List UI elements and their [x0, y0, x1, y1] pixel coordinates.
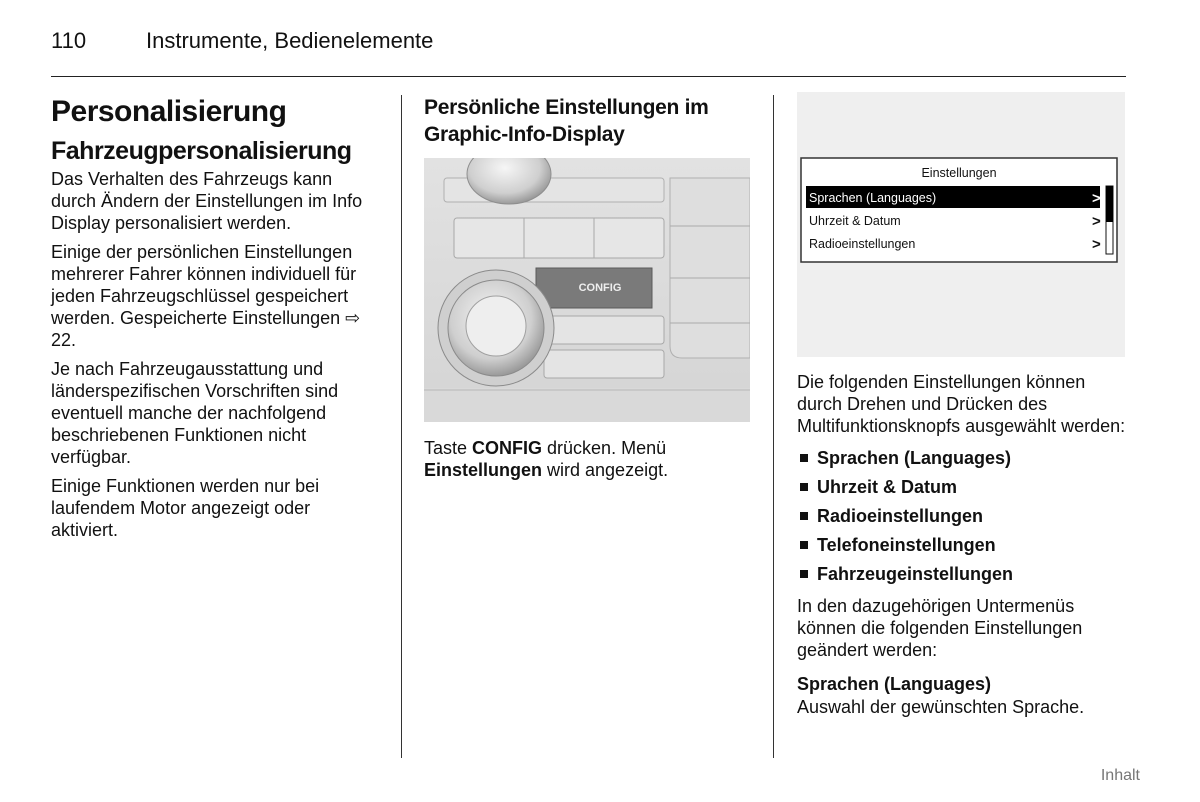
settings-list	[797, 444, 1127, 589]
display-arrow: >	[1092, 213, 1101, 230]
subsection-label: Sprachen (Languages)	[797, 674, 992, 694]
display-item: Uhrzeit & Datum	[809, 214, 901, 228]
list-item: Telefoneinstellungen	[797, 531, 1127, 560]
subsection-heading: Persönliche Einstellungen im Graphic-Info-Display	[424, 96, 709, 146]
display-title: Einstellungen	[921, 166, 997, 180]
settings-display-illustration	[797, 92, 1125, 357]
chapter-title: Instrumente, Bedienelemente	[146, 28, 434, 53]
paragraph: Auswahl der gewünschten Sprache.	[797, 697, 1085, 717]
paragraph: Das Verhalten des Fahrzeugs kann durch Ändern der Einstellungen im Info Display personalisiert werden.	[51, 169, 363, 233]
list-item: Fahrzeugeinstellungen	[797, 560, 1127, 589]
column-divider	[401, 95, 402, 758]
subsection-title: Fahrzeugpersonalisierung	[51, 137, 352, 165]
page-number: 110	[51, 28, 87, 53]
paragraph: In den dazugehörigen Untermenüs können die folgenden Einstellungen geändert werden:	[797, 596, 1083, 660]
display-arrow: >	[1092, 190, 1101, 207]
contents-link[interactable]: Inhalt	[1100, 767, 1140, 784]
console-illustration	[424, 158, 750, 422]
column-divider	[773, 95, 774, 758]
column-2	[424, 92, 754, 488]
figure-caption: Taste CONFIG drücken. Menü Einstellungen wird angezeigt.	[424, 438, 669, 480]
paragraph: Die folgenden Einstellungen können durch Drehen und Drücken des Multifunktionsknopfs ausgewählt werden:	[797, 372, 1126, 436]
column-1	[51, 92, 381, 548]
paragraph: Einige Funktionen werden nur bei laufendem Motor angezeigt oder aktiviert.	[51, 476, 320, 540]
paragraph: Je nach Fahrzeugausstattung und länderspezifischen Vorschriften sind eventuell manche der nachfolgend beschriebenen Funktionen nicht verfügbar.	[51, 359, 339, 467]
list-item: Uhrzeit & Datum	[797, 473, 1127, 502]
column-3	[797, 92, 1127, 725]
display-item: Radioeinstellungen	[809, 237, 916, 251]
section-title: Personalisierung	[51, 95, 287, 128]
display-arrow: >	[1092, 236, 1101, 253]
list-item: Radioeinstellungen	[797, 502, 1127, 531]
display-item-selected: Sprachen (Languages)	[809, 191, 937, 205]
config-button-label: CONFIG	[578, 282, 622, 294]
paragraph: Einige der persönlichen Einstellungen mehrerer Fahrer können individuell für jeden Fahrzeugschlüssel gespeichert werden. Gespeicherte Einstellungen ⇨ 22.	[51, 242, 361, 350]
list-item: Sprachen (Languages)	[797, 444, 1127, 473]
page-header	[51, 26, 1126, 77]
